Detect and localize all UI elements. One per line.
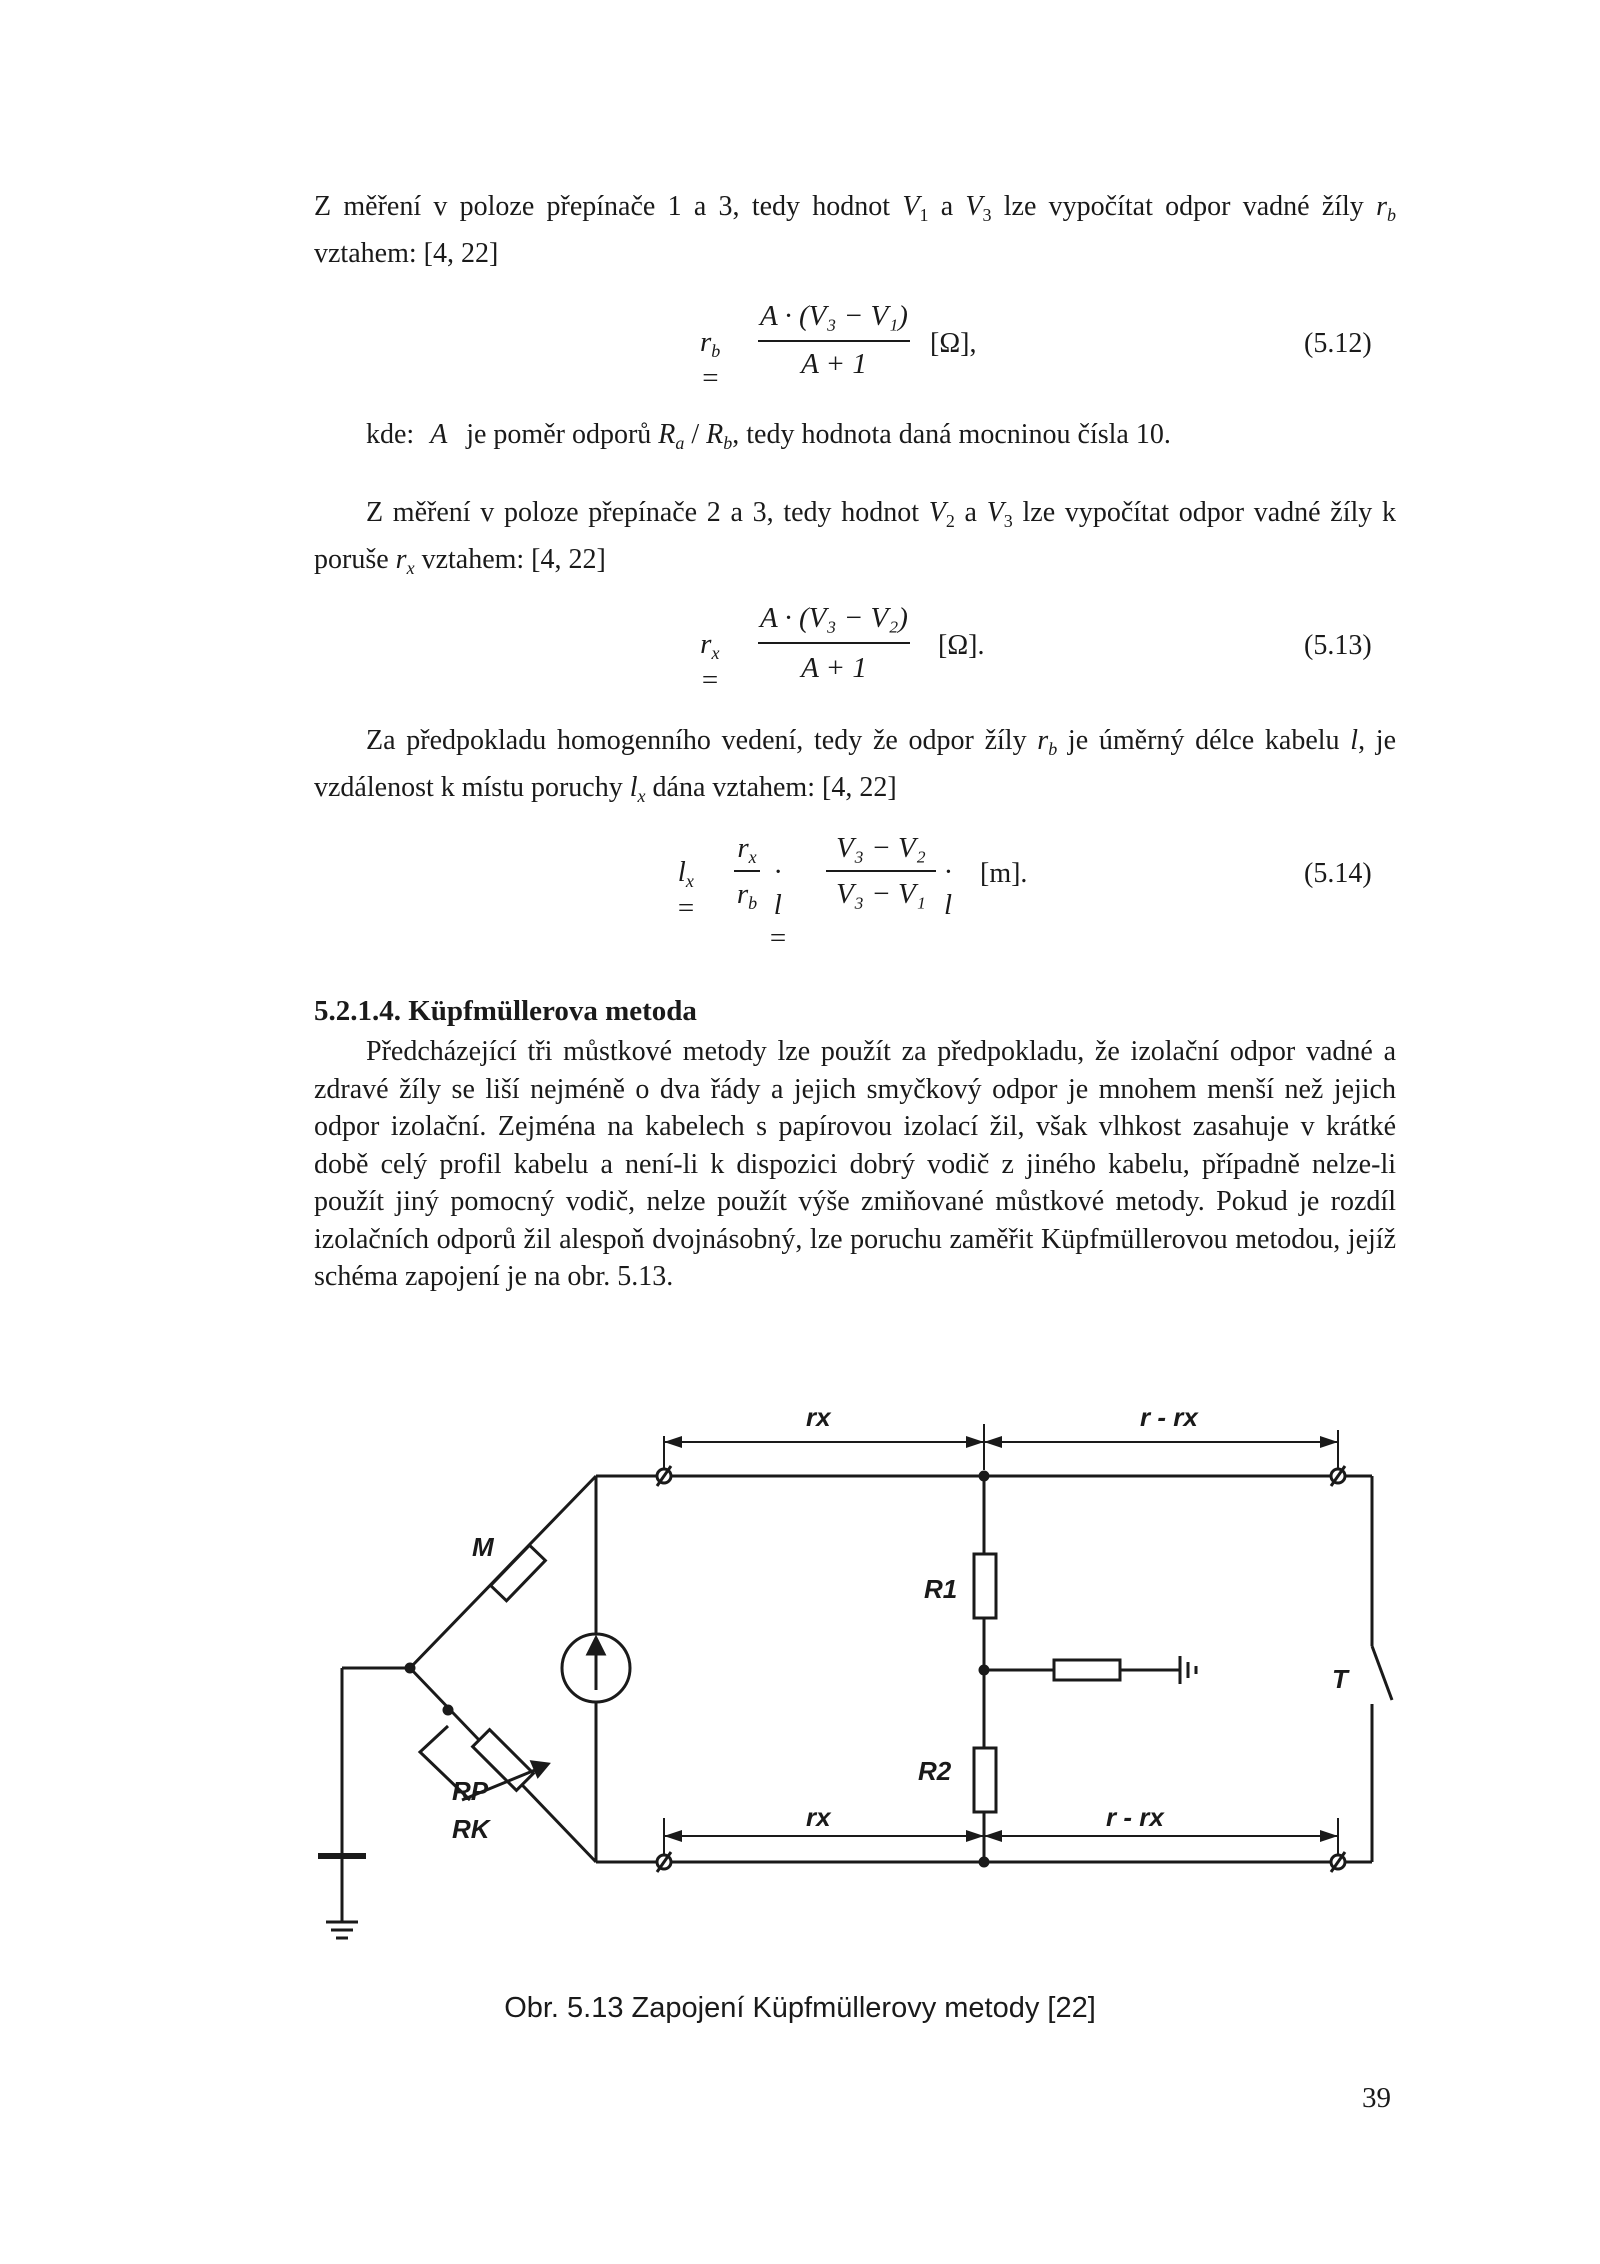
switch-T [1372, 1646, 1392, 1700]
label-T: T [1332, 1664, 1348, 1694]
eq3-f1-numerator: $r_x$ [737, 832, 757, 867]
page-number: 39 [1362, 2082, 1391, 2114]
paragraph-4: Předcházející tři můstkové metody lze použít za předpokladu, že izolační odpor vadné a zdravé žíly se liší nejméně o dva řády a jejich smyčkový odpor je mnohem menší než jejich odpor izolační. Zejména na kabelech s papírovou izolací žil, však vlhkost zasahuje v krátké době celý profil kabelu a není-li k dispozici dobrý vodič z jiného kabelu, případně nelze-li použít jiný pomocný vodič, nelze použít výše zmiňované můstkové metody. Pokud je rozdíl izolačních odporů žil alespoň dvojnásobný, lze poruchu zaměřit Küpfmüllerovou metodou, jejíž schéma zapojení je na obr. 5.13. [314, 1036, 1396, 1292]
eq2-lhs: $r_x$ = [700, 628, 720, 696]
eq3-f2-numerator: V₃ − V₂ [836, 832, 926, 864]
section-heading: 5.2.1.4. Küpfmüllerova metoda [314, 995, 697, 1027]
label-top-r-rx: r - rx [1140, 1402, 1198, 1432]
paragraph-3: Za předpokladu homogenního vedení, tedy že odpor žíly $r_b$ je úměrný délce kabelu l, je vzdálenost k místu poruchy $l_x$ dána vztahem: [4, 22] [314, 725, 1396, 806]
eq3-number: (5.14) [1304, 858, 1372, 889]
resistor-ground [1054, 1660, 1120, 1680]
paragraph-1: Z měření v poloze přepínače 1 a 3, tedy hodnot $V_1$ a $V_3$ lze vypočítat odpor vadné žíly $r_b$ vztahem: [4, 22] [314, 191, 1396, 269]
label-bottom-rx: rx [806, 1802, 831, 1832]
eq2-unit: [Ω]. [938, 630, 985, 661]
label-RP: RP [452, 1776, 489, 1806]
resistor-R1 [974, 1554, 996, 1618]
eq3-f2-denominator: V₃ − V₁ [836, 878, 926, 910]
eq2-number: (5.13) [1304, 630, 1372, 661]
eq1-number: (5.12) [1304, 328, 1372, 359]
eq2-denominator: A + 1 [801, 652, 867, 684]
eq1-denominator: A + 1 [801, 348, 867, 380]
eq3-f1-denominator: $r_b$ [736, 878, 758, 913]
eq3-unit: [m]. [980, 858, 1028, 889]
label-RK: RK [452, 1814, 490, 1844]
eq3-lhs: $l_x$ = [676, 856, 696, 924]
resistor-M [491, 1545, 546, 1601]
resistor-R2 [974, 1748, 996, 1812]
kde-line: kde: A je poměr odporů $R_a / R_b$, tedy hodnota daná mocninou čísla 10. [366, 419, 1171, 453]
eq2-numerator: A · (V₃ − V₂) [760, 602, 908, 634]
label-top-rx: rx [806, 1402, 831, 1432]
paragraph-2: Z měření v poloze přepínače 2 a 3, tedy hodnot $V_2$ a $V_3$ lze vypočítat odpor vadné žíly k poruše $r_x$ vztahem: [4, 22] [314, 497, 1396, 578]
label-R2: R2 [918, 1756, 952, 1786]
eq1-numerator: A · (V₃ − V₁) [760, 300, 908, 332]
eq1-lhs: $r_b$ = [700, 326, 721, 394]
label-R1: R1 [924, 1574, 958, 1604]
label-M: M [472, 1532, 494, 1562]
eq3-middle: · l = [768, 856, 788, 954]
eq3-tail: · l [944, 856, 953, 921]
figure-caption: Obr. 5.13 Zapojení Küpfmüllerovy metody [22] [504, 1992, 1096, 2024]
eq1-unit: [Ω], [930, 328, 977, 359]
label-bottom-r-rx: r - rx [1106, 1802, 1164, 1832]
